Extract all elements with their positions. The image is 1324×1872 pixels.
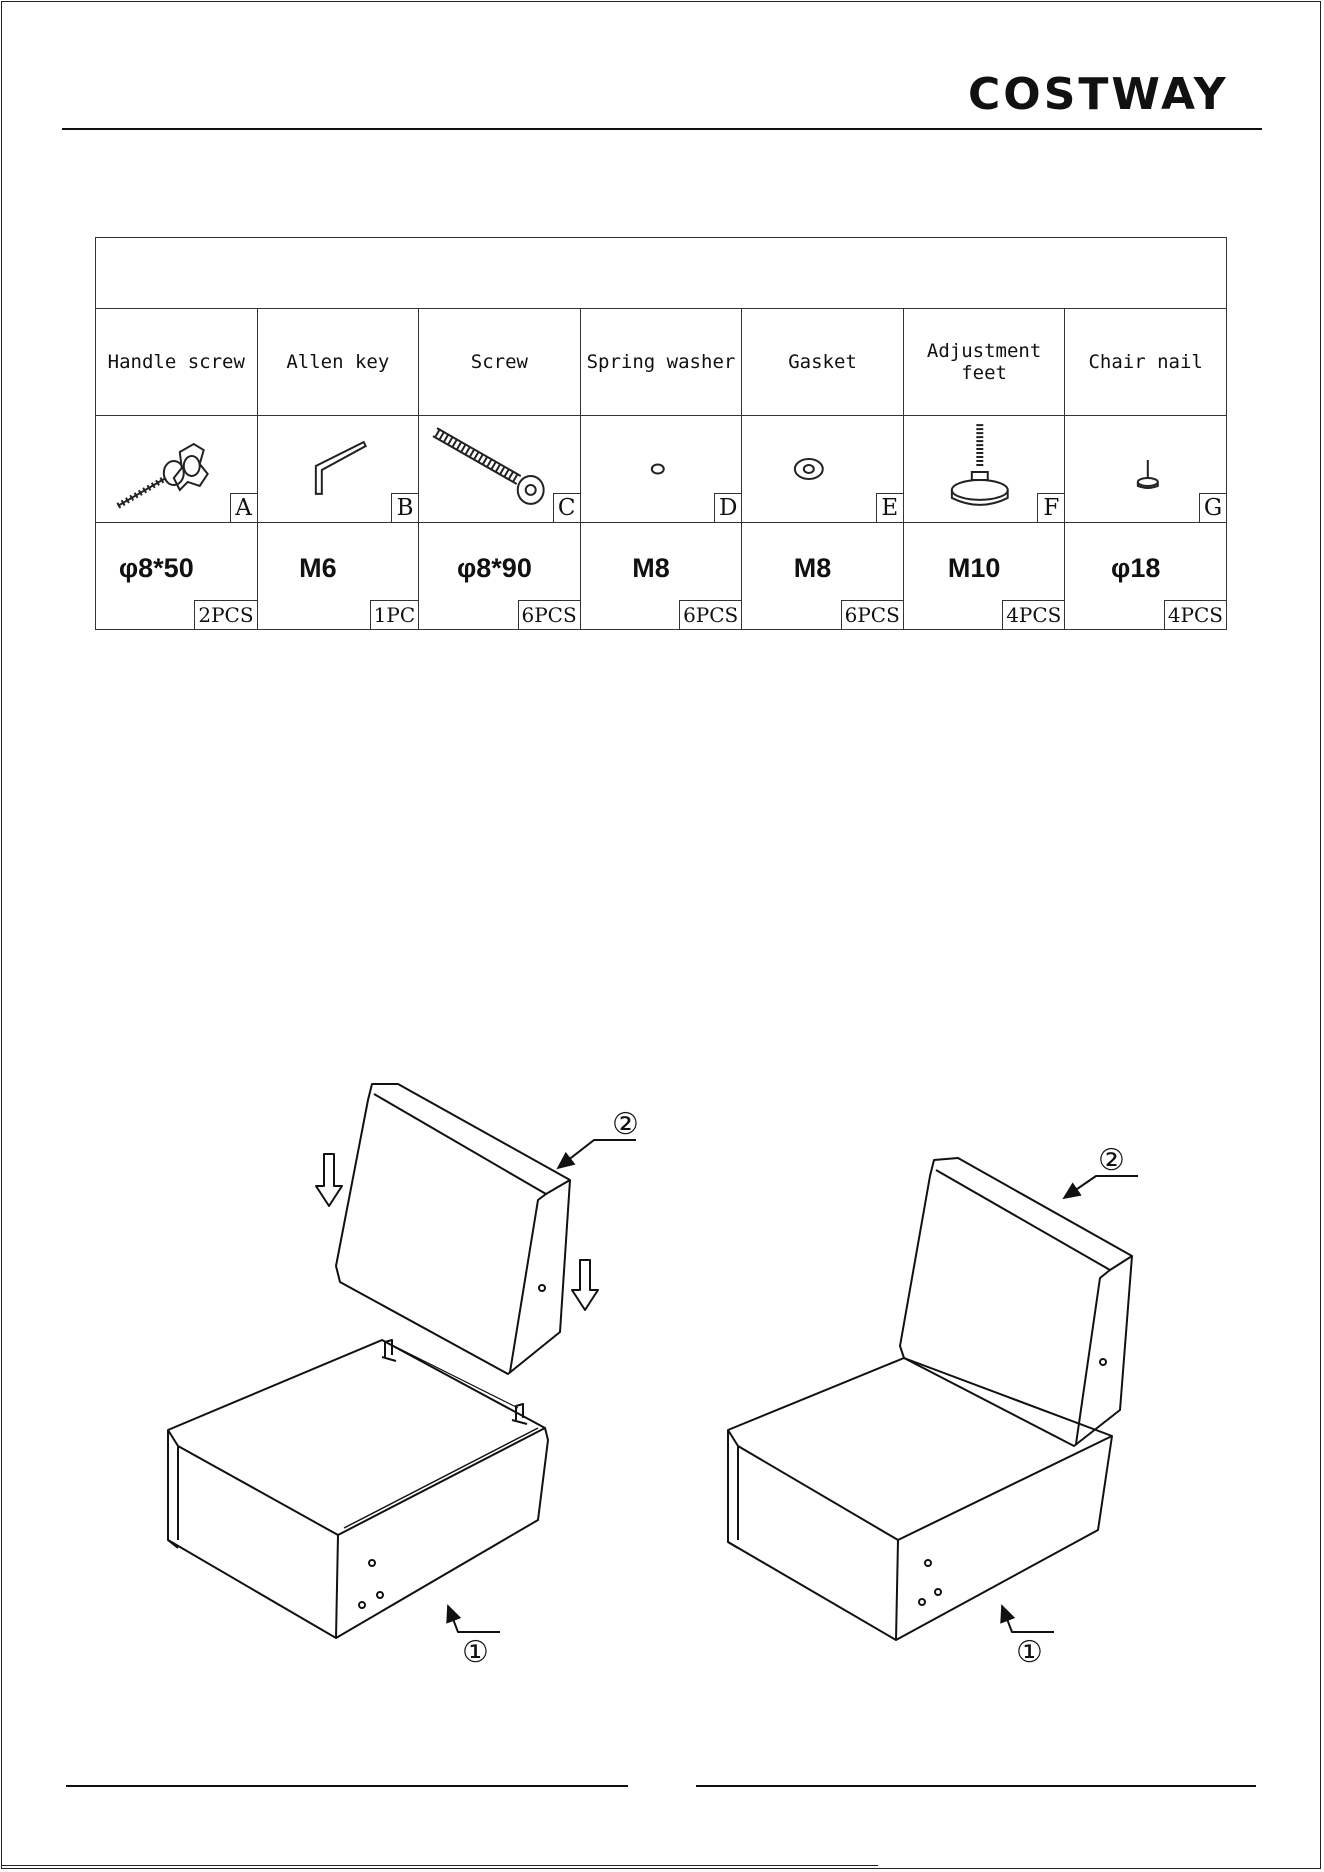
step2-back-callout-line: [1064, 1176, 1138, 1198]
part-qty: 1PC: [370, 600, 418, 629]
step2-seat-drawing: [728, 1358, 1112, 1640]
part-qty: 4PCS: [1164, 600, 1226, 629]
part-spec: φ18: [1111, 553, 1161, 583]
step1-seat-drawing: [168, 1340, 548, 1638]
part-letter: F: [1037, 493, 1064, 522]
part-qty: 2PCS: [194, 600, 256, 629]
step1-back-callout-line: [558, 1140, 636, 1168]
part-name: Adjustment feet: [903, 309, 1065, 416]
part-spec: M6: [299, 553, 337, 583]
part-spec: M10: [947, 553, 1001, 583]
part-letter: G: [1199, 493, 1226, 522]
step1-seat-callout-line: [448, 1606, 500, 1632]
part-name: Gasket: [742, 309, 904, 416]
down-arrow-icon: [316, 1154, 598, 1310]
part-name: Spring washer: [580, 309, 742, 416]
part-name: Handle screw: [96, 309, 258, 416]
costway-logo: COSTWAY: [968, 69, 1229, 120]
part-qty: 6PCS: [679, 600, 741, 629]
step2-backrest-drawing: [900, 1158, 1132, 1446]
step1-backrest-drawing: [336, 1084, 570, 1374]
part-name: Chair nail: [1065, 309, 1227, 416]
part-name: Screw: [419, 309, 581, 416]
part-spec: M8: [793, 553, 832, 583]
part-spec: M8: [632, 553, 670, 583]
part-name: Allen key: [257, 309, 419, 416]
part-letter: E: [876, 493, 903, 522]
part-spec: φ8*50: [118, 553, 194, 583]
part-spec: φ8*90: [456, 553, 532, 583]
part-qty: 4PCS: [1002, 600, 1064, 629]
part-letter: C: [553, 493, 580, 522]
part-letter: A: [230, 493, 257, 522]
step2-back-label: ②: [1098, 1143, 1125, 1178]
callout-labels: [462, 1107, 1125, 1670]
footer-rule-right: [696, 1785, 1256, 1787]
bottom-rule: [2, 1865, 878, 1866]
step2-seat-label: ①: [1016, 1635, 1043, 1670]
footer-rule-left: [66, 1785, 628, 1787]
part-qty: 6PCS: [841, 600, 903, 629]
part-letter: B: [391, 493, 418, 522]
part-qty: 6PCS: [518, 600, 580, 629]
step2-seat-callout-line: [1002, 1606, 1054, 1632]
step1-back-label: ②: [612, 1107, 639, 1142]
step1-seat-label: ①: [462, 1635, 489, 1670]
part-letter: D: [714, 493, 741, 522]
